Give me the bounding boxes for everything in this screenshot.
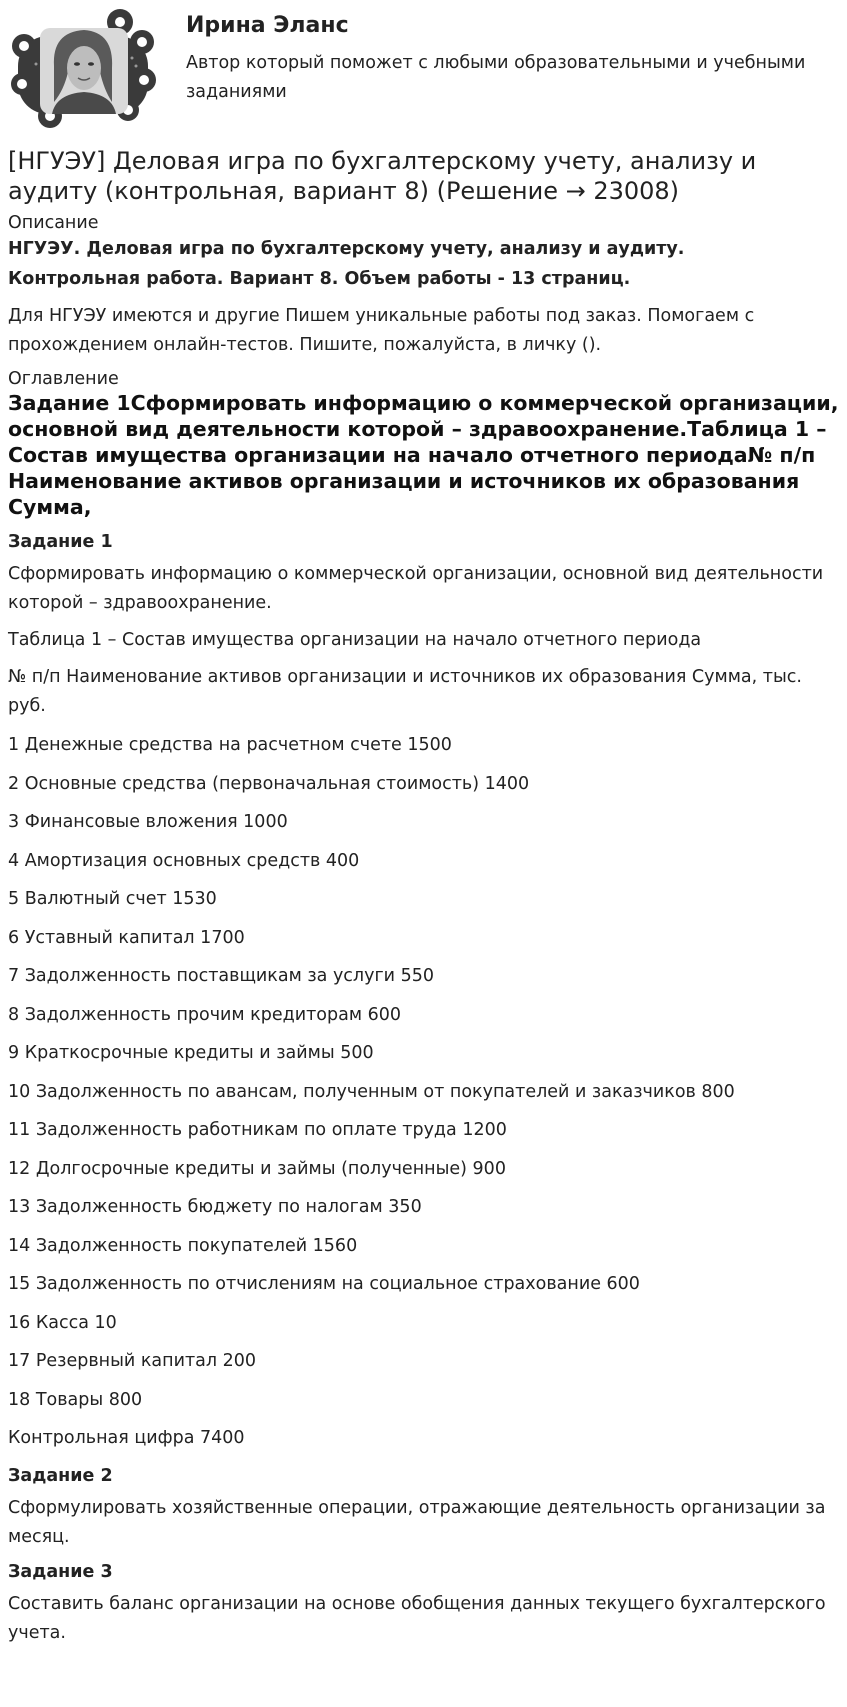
list-item: 14 Задолженность покупателей 1560 — [8, 1235, 358, 1256]
task2-heading: Задание 2 — [8, 1466, 113, 1486]
description-bold-line-2: Контрольная работа. Вариант 8. Объем работы - 13 страниц. — [8, 269, 631, 289]
task1-text: Сформировать информацию о коммерческой организации, основной вид деятельности которой – здравоохранение. — [8, 564, 824, 613]
list-item: 7 Задолженность поставщикам за услуги 550 — [8, 966, 435, 986]
list-item: 18 Товары 800 — [8, 1389, 143, 1410]
list-item: 13 Задолженность бюджету по налогам 350 — [8, 1197, 422, 1217]
author-avatar[interactable] — [8, 6, 158, 128]
description-label: Описание — [8, 213, 99, 233]
list-item: 5 Валютный счет 1530 — [8, 889, 217, 909]
list-item: 11 Задолженность работникам по оплате труда 1200 — [8, 1120, 507, 1140]
task3-text: Составить баланс организации на основе обобщения данных текущего бухгалтерского учета. — [8, 1594, 826, 1643]
author-description: Автор который поможет с любыми образовательными и учебными заданиями — [186, 53, 806, 102]
description-text: Для НГУЭУ имеются и другие Пишем уникальные работы под заказ. Помогаем с прохождением онлайн-тестов. Пишите, пожалуйста, в личку (). — [8, 306, 755, 355]
list-item: 10 Задолженность по авансам, полученным от покупателей и заказчиков 800 — [8, 1081, 735, 1102]
list-item: 2 Основные средства (первоначальная стоимость) 1400 — [8, 773, 530, 794]
task3-heading: Задание 3 — [8, 1562, 113, 1582]
author-name[interactable]: Ирина Эланс — [186, 13, 349, 38]
list-item: 3 Финансовые вложения 1000 — [8, 812, 288, 832]
task1-heading: Задание 1 — [8, 532, 113, 552]
list-item: 4 Амортизация основных средств 400 — [8, 850, 360, 871]
list-item: 9 Краткосрочные кредиты и займы 500 — [8, 1043, 374, 1063]
toc-label: Оглавление — [8, 369, 119, 389]
task1-item-list — [8, 733, 839, 1450]
author-block — [8, 0, 839, 132]
table-caption: Таблица 1 – Состав имущества организации на начало отчетного периода — [8, 630, 702, 650]
toc-title: Задание 1Сформировать информацию о коммерческой организации, основной вид деятельности которой – здравоохранение.Таблица 1 – Состав имущества организации на начало отчетного периода№ п/п Наименование активов организации и источников их образования Сумма, — [8, 391, 839, 519]
list-item: 16 Касса 10 — [8, 1312, 117, 1333]
table-header: № п/п Наименование активов организации и источников их образования Сумма, тыс. руб. — [8, 667, 802, 716]
list-item: 8 Задолженность прочим кредиторам 600 — [8, 1004, 401, 1025]
document-title: [НГУЭУ] Деловая игра по бухгалтерскому учету, анализу и аудиту (контрольная, вариант 8) (Решение → 23008) — [8, 147, 757, 205]
list-item: 15 Задолженность по отчислениям на социальное страхование 600 — [8, 1274, 640, 1294]
description-bold-line-1: НГУЭУ. Деловая игра по бухгалтерскому учету, анализу и аудиту. — [8, 239, 685, 259]
list-item: 12 Долгосрочные кредиты и займы (полученные) 900 — [8, 1158, 506, 1179]
list-item: 6 Уставный капитал 1700 — [8, 927, 245, 948]
task2-text: Сформулировать хозяйственные операции, отражающие деятельность организации за месяц. — [8, 1498, 826, 1547]
list-item: Контрольная цифра 7400 — [8, 1428, 245, 1448]
list-item: 17 Резервный капитал 200 — [8, 1351, 257, 1371]
list-item: 1 Денежные средства на расчетном счете 1500 — [8, 735, 452, 755]
